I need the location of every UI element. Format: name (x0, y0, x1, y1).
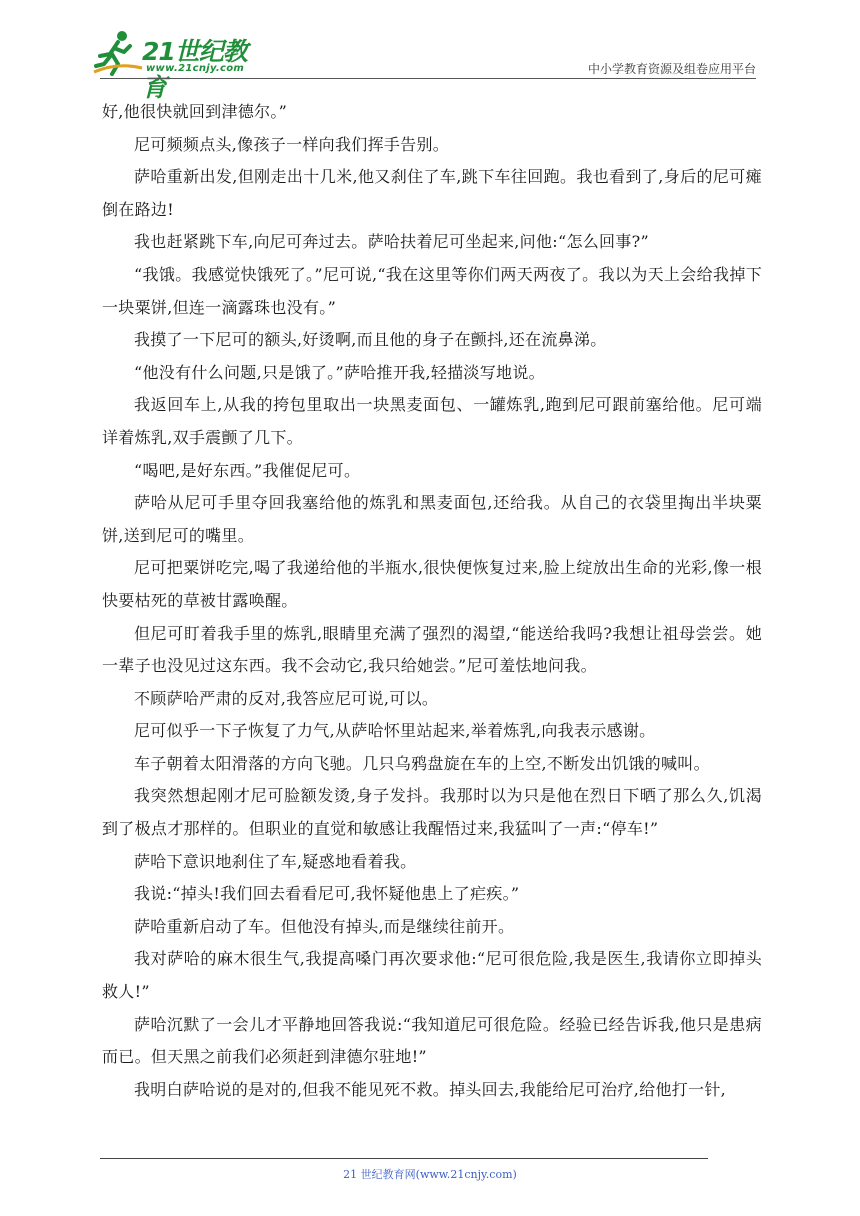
header-divider (100, 78, 756, 79)
paragraph: “我饿。我感觉快饿死了。”尼可说,“我在这里等你们两天两夜了。我以为天上会给我掉下一块粟饼,但连一滴露珠也没有。” (102, 264, 762, 317)
paragraph: 不顾萨哈严肃的反对,我答应尼可说,可以。 (134, 688, 439, 708)
paragraph: 但尼可盯着我手里的炼乳,眼睛里充满了强烈的渴望,“能送给我吗?我想让祖母尝尝。她一辈子也没见过这东西。我不会动它,我只给她尝。”尼可羞怯地问我。 (102, 623, 762, 676)
paragraph: 我突然想起刚才尼可脸额发烫,身子发抖。我那时以为只是他在烈日下晒了那么久,饥渴到了极点才那样的。但职业的直觉和敏感让我醒悟过来,我猛叫了一声:“停车!” (102, 786, 762, 839)
logo-text: 21世纪教育 (142, 37, 247, 102)
paragraph: 萨哈沉默了一会儿才平静地回答我说:“我知道尼可很危险。经验已经告诉我,他只是患病而已。但天黑之前我们必须赶到津德尔驻地!” (102, 1014, 762, 1067)
paragraph: 我说:“掉头!我们回去看看尼可,我怀疑他患上了疟疾。” (134, 884, 520, 904)
page-header (0, 0, 860, 102)
paragraph: 我摸了一下尼可的额头,好烫啊,而且他的身子在颤抖,还在流鼻涕。 (134, 330, 607, 350)
paragraph: 我明白萨哈说的是对的,但我不能见死不救。掉头回去,我能给尼可治疗,给他打一针, (134, 1079, 727, 1099)
footer-divider (100, 1158, 708, 1159)
paragraph: 尼可似乎一下子恢复了力气,从萨哈怀里站起来,举着炼乳,向我表示感谢。 (134, 721, 656, 741)
paragraph: 车子朝着太阳滑落的方向飞驰。几只乌鸦盘旋在车的上空,不断发出饥饿的喊叫。 (134, 753, 710, 773)
paragraph: 萨哈重新启动了车。但他没有掉头,而是继续往前开。 (134, 916, 515, 936)
paragraph: 我对萨哈的麻木很生气,我提高嗓门再次要求他:“尼可很危险,我是医生,我请你立即掉头救人!” (102, 949, 762, 1002)
logo-url: www.21cnjy.com (146, 63, 245, 74)
platform-title: 中小学教育资源及组卷应用平台 (587, 62, 756, 76)
article-body (102, 96, 762, 1106)
site-logo[interactable] (92, 28, 262, 102)
paragraph: “喝吧,是好东西。”我催促尼可。 (134, 460, 361, 480)
paragraph: 尼可把粟饼吃完,喝了我递给他的半瓶水,很快便恢复过来,脸上绽放出生命的光彩,像一根快要枯死的草被甘露唤醒。 (102, 558, 762, 610)
paragraph: 尼可频频点头,像孩子一样向我们挥手告别。 (134, 134, 450, 154)
footer-link[interactable]: 21 世纪教育网(www.21cnjy.com) (343, 1168, 517, 1181)
paragraph: “他没有什么问题,只是饿了。”萨哈推开我,轻描淡写地说。 (134, 362, 545, 382)
paragraph: 我返回车上,从我的挎包里取出一块黑麦面包、一罐炼乳,跑到尼可跟前塞给他。尼可端详着炼乳,双手震颤了几下。 (102, 395, 762, 447)
paragraph: 好,他很快就回到津德尔。” (102, 102, 288, 121)
paragraph: 萨哈重新出发,但刚走出十几米,他又刹住了车,跳下车往回跑。我也看到了,身后的尼可瘫倒在路边! (102, 167, 762, 219)
paragraph: 萨哈从尼可手里夺回我塞给他的炼乳和黑麦面包,还给我。从自己的衣袋里掏出半块粟饼,送到尼可的嘴里。 (102, 493, 762, 545)
running-figure-logo-icon (92, 28, 144, 76)
paragraph: 我也赶紧跳下车,向尼可奔过去。萨哈扶着尼可坐起来,问他:“怎么回事?” (134, 232, 650, 252)
paragraph: 萨哈下意识地刹住了车,疑惑地看着我。 (134, 851, 417, 871)
